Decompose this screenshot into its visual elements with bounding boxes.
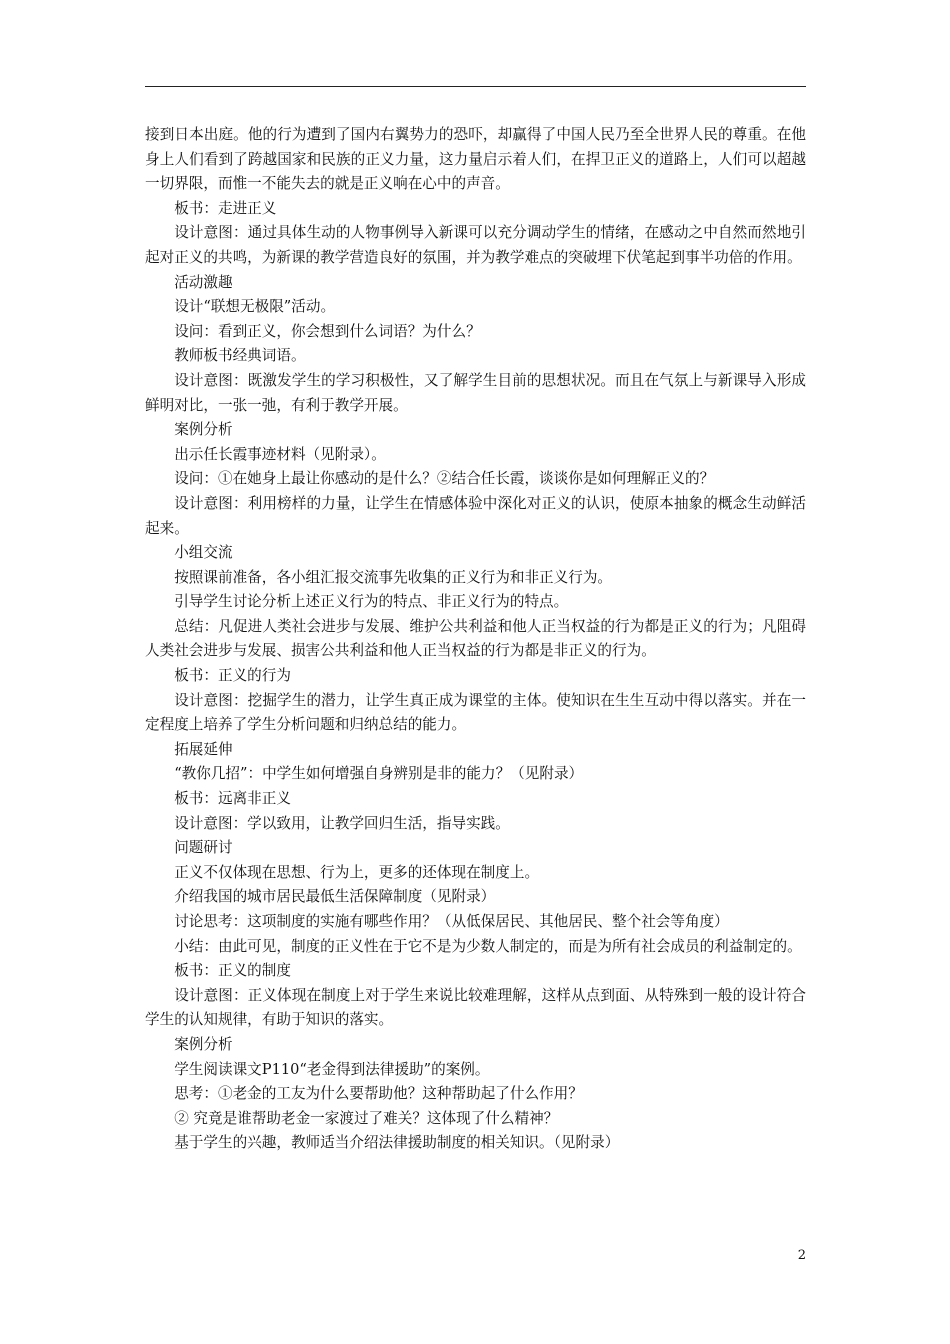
paragraph: 学生阅读课文P110“老金得到法律援助”的案例。	[174, 1060, 490, 1078]
paragraph: 设计意图：学以致用，让教学回归生活，指导实践。	[174, 814, 510, 832]
paragraph: 板书：正义的行为	[174, 667, 291, 685]
paragraph: 设问：①在她身上最让你感动的是什么？②结合任长霞，谈谈你是如何理解正义的？	[174, 470, 715, 488]
page-number: 2	[797, 1248, 806, 1263]
paragraph: 设计意图：通过具体生动的人物事例导入新课可以充分调动学生的情绪，在感动之中自然而然地引起对正义的共鸣，为新课的教学营造良好的氛围，并为教学难点的突破埋下伏笔起到事半功倍的作用。	[145, 224, 806, 266]
paragraph: 设计意图：挖掘学生的潜力，让学生真正成为课堂的主体。使知识在生生互动中得以落实。并在一定程度上培养了学生分析问题和归纳总结的能力。	[145, 691, 806, 734]
paragraph: “教你几招”：中学生如何增强自身辨别是非的能力？（见附录）	[174, 765, 584, 783]
paragraph: 思考：①老金的工友为什么要帮助他？这种帮助起了什么作用？	[174, 1085, 583, 1103]
paragraph: 板书：走进正义	[174, 199, 277, 217]
paragraph: 接到日本出庭。他的行为遭到了国内右翼势力的恐吓，却赢得了中国人民乃至全世界人民的尊重。在他身上人们看到了跨越国家和民族的正义力量，这力量启示着人们，在捍卫正义的道路上，人们可以超越一切界限，而惟一不能失去的就是正义响在心中的声音。	[145, 126, 806, 193]
paragraph: 教师板书经典词语。	[174, 347, 306, 365]
paragraph: 案例分析	[174, 421, 233, 439]
paragraph: 基于学生的兴趣，教师适当介绍法律援助制度的相关知识。（见附录）	[174, 1134, 620, 1152]
paragraph: 按照课前准备，各小组汇报交流事先收集的正义行为和非正义行为。	[174, 568, 613, 586]
paragraph: 小结：由此可见，制度的正义性在于它不是为少数人制定的，而是为所有社会成员的利益制定的。	[174, 937, 802, 955]
paragraph: 设计意图：既激发学生的学习积极性，又了解学生目前的思想状况。而且在气氛上与新课导入形成鲜明对比，一张一弛，有利于教学开展。	[145, 371, 806, 414]
paragraph: 设问：看到正义，你会想到什么词语？为什么？	[174, 322, 481, 340]
paragraph: 板书：远离非正义	[174, 790, 291, 808]
paragraph: 设计意图：利用榜样的力量，让学生在情感体验中深化对正义的认识，使原本抽象的概念生动鲜活起来。	[145, 494, 806, 537]
paragraph: ② 究竟是谁帮助老金一家渡过了难关？这体现了什么精神？	[174, 1109, 559, 1127]
paragraph: 拓展延伸	[174, 740, 233, 758]
paragraph: 设计“联想无极限”活动。	[174, 298, 336, 316]
paragraph: 总结：凡促进人类社会进步与发展、维护公共利益和他人正当权益的行为都是正义的行为；凡阻碍人类社会进步与发展、损害公共利益和他人正当权益的行为都是非正义的行为。	[145, 617, 806, 660]
paragraph: 活动激趣	[174, 273, 233, 291]
paragraph: 引导学生讨论分析上述正义行为的特点、非正义行为的特点。	[174, 593, 569, 611]
paragraph: 正义不仅体现在思想、行为上，更多的还体现在制度上。	[174, 863, 540, 881]
paragraph: 介绍我国的城市居民最低生活保障制度（见附录）	[174, 888, 496, 906]
paragraph: 设计意图：正义体现在制度上对于学生来说比较难理解，这样从点到面、从特殊到一般的设计符合学生的认知规律，有助于知识的落实。	[145, 986, 806, 1029]
paragraph: 板书：正义的制度	[174, 962, 291, 980]
header-rule	[145, 86, 806, 87]
paragraph: 小组交流	[174, 544, 233, 562]
paragraph: 出示任长霞事迹材料（见附录）。	[174, 445, 386, 463]
paragraph: 问题研讨	[174, 839, 233, 857]
paragraph: 讨论思考：这项制度的实施有哪些作用？（从低保居民、其他居民、整个社会等角度）	[174, 913, 729, 930]
document-body	[145, 123, 806, 1156]
paragraph: 案例分析	[174, 1035, 233, 1053]
